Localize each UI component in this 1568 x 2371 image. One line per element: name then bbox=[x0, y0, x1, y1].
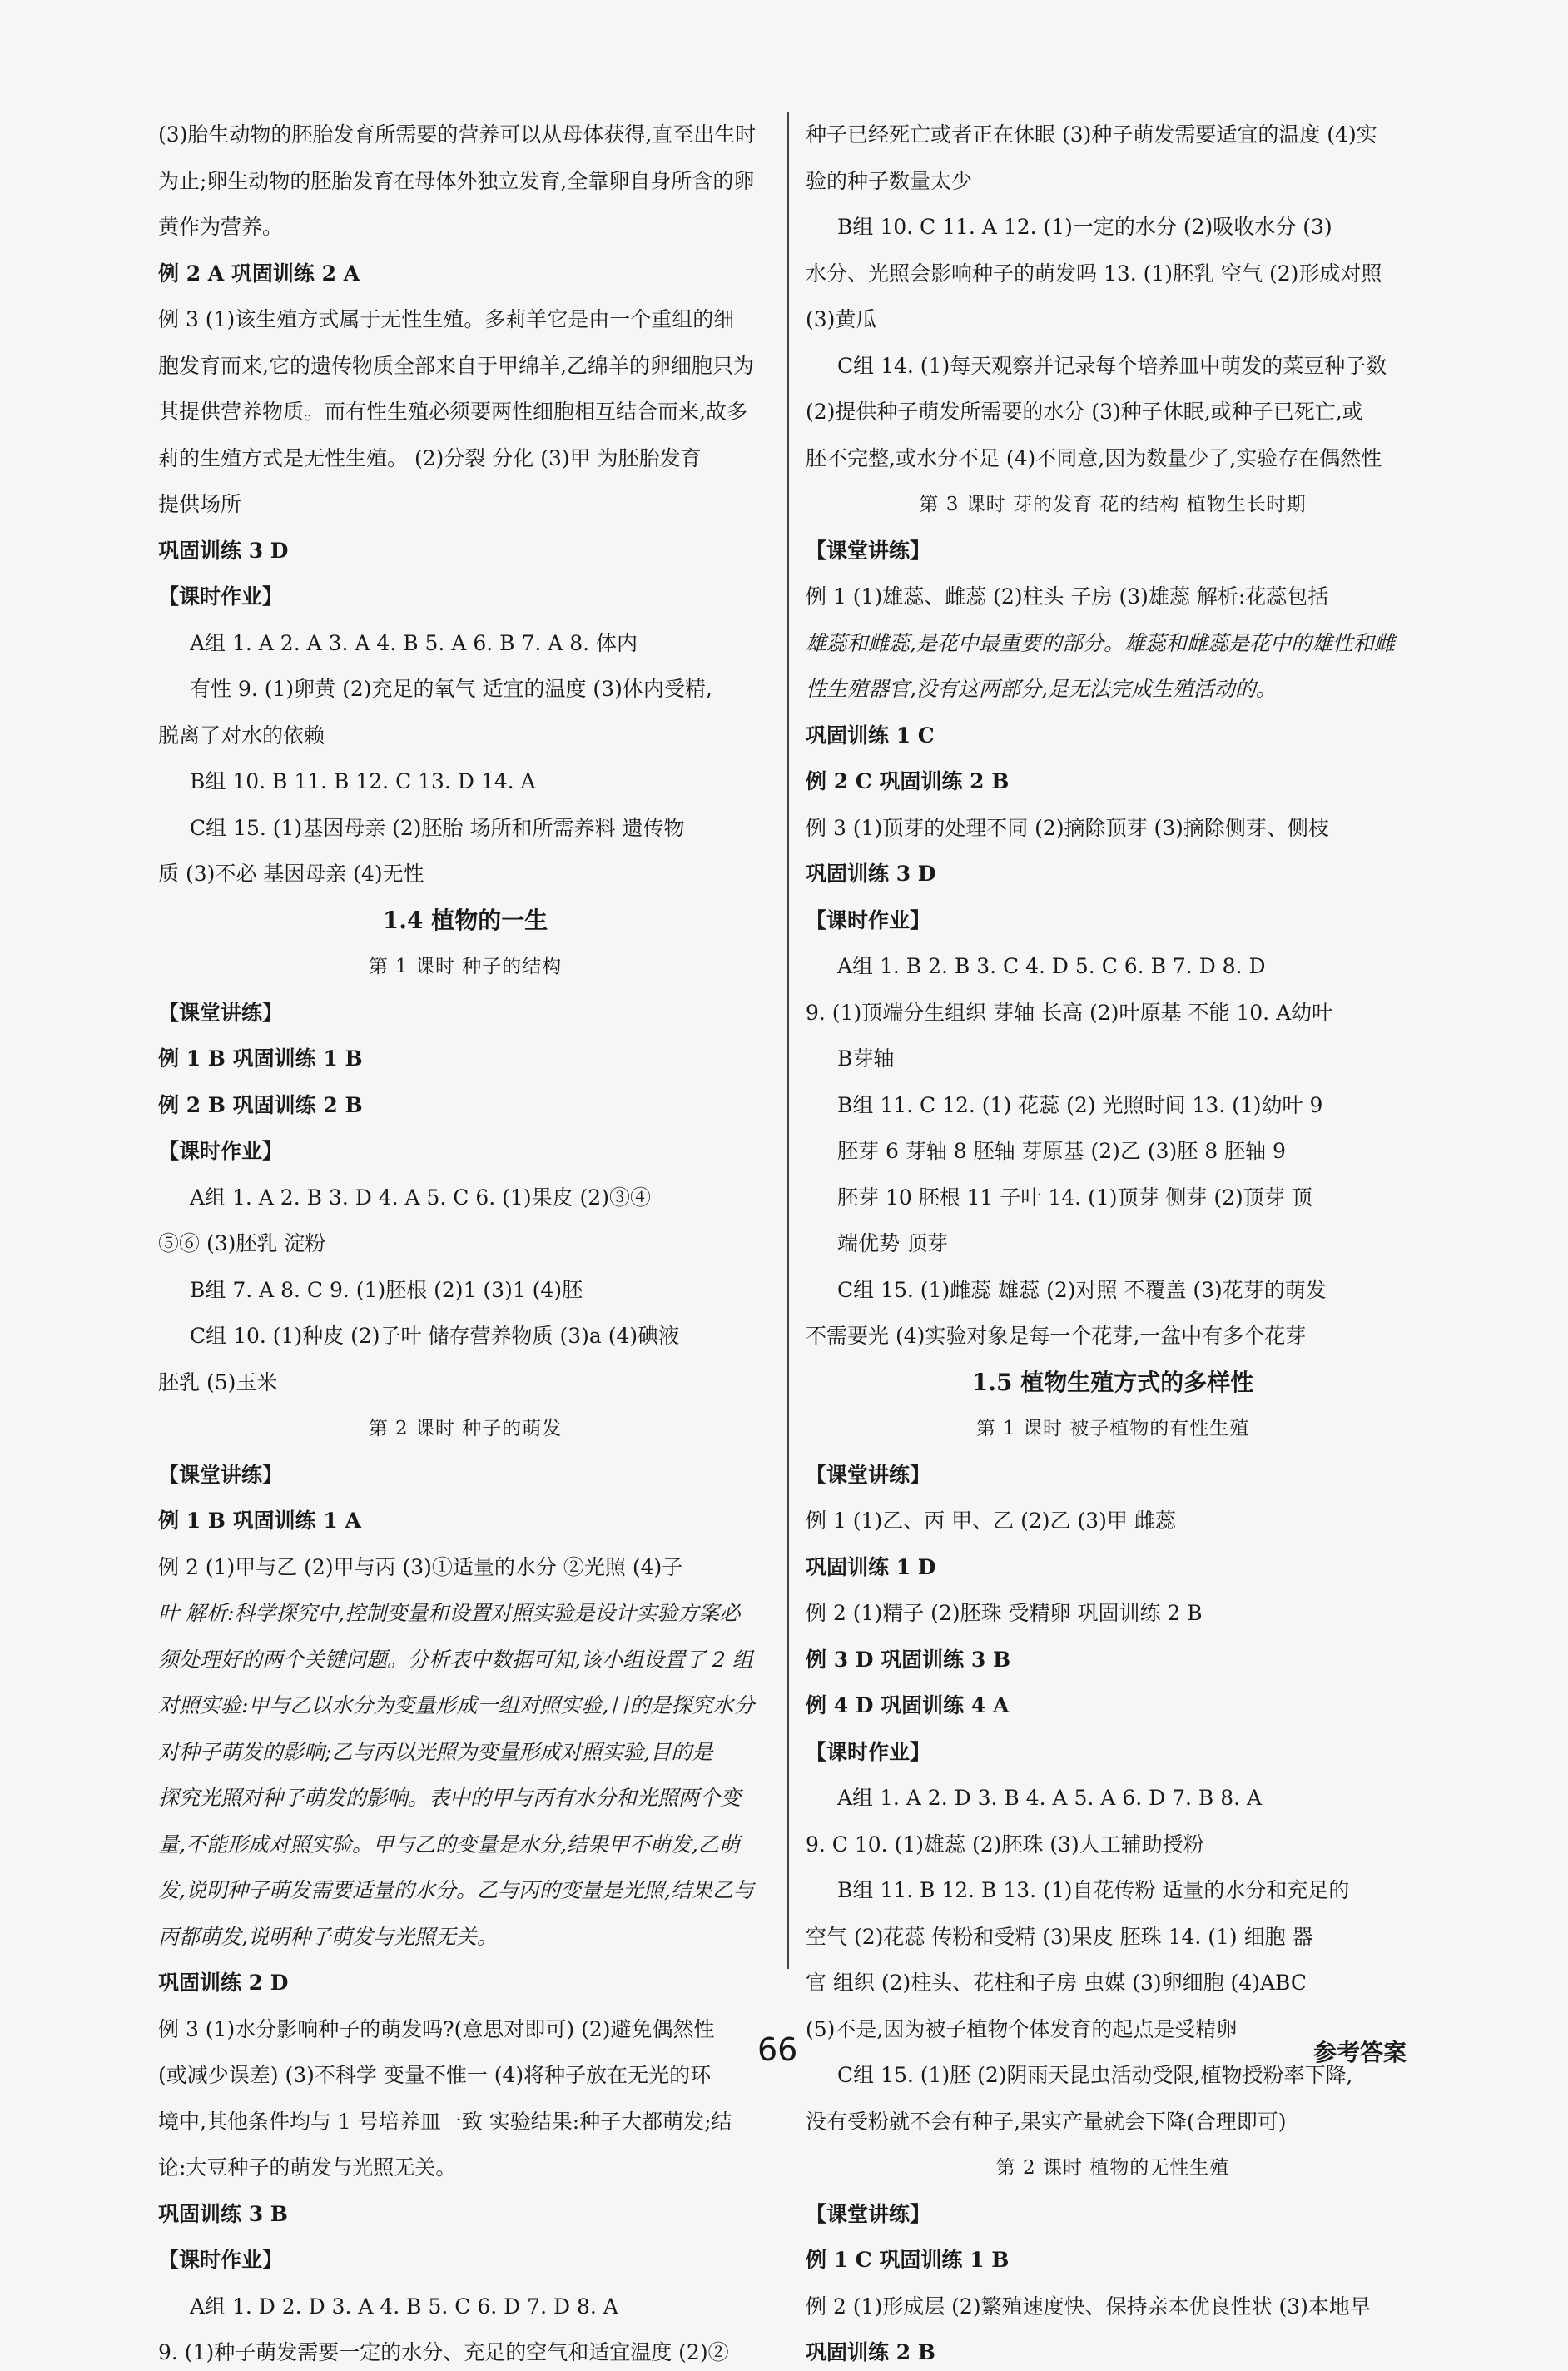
answer-line: B芽轴 bbox=[837, 1046, 895, 1071]
answer-line: 叶 解析:科学探究中,控制变量和设置对照实验是设计实验方案必 bbox=[158, 1601, 741, 1625]
answer-line: B组 10. B 11. B 12. C 13. D 14. A bbox=[190, 769, 536, 793]
answer-line: 例 2 B 巩固训练 2 B bbox=[158, 1092, 363, 1117]
answer-line: 9. (1)顶端分生组织 芽轴 长高 (2)叶原基 不能 10. A幼叶 bbox=[806, 1000, 1333, 1025]
answer-line: 巩固训练 1 C bbox=[806, 723, 935, 748]
answer-line: (3)胎生动物的胚胎发育所需要的营养可以从母体获得,直至出生时 bbox=[158, 122, 757, 147]
answer-line: 【课时作业】 bbox=[806, 907, 931, 932]
answer-line: 巩固训练 3 B bbox=[158, 2201, 288, 2226]
answer-line: 例 2 A 巩固训练 2 A bbox=[158, 261, 360, 286]
answer-line: 须处理好的两个关键问题。分析表中数据可知,该小组设置了 2 组 bbox=[158, 1647, 753, 1672]
answer-line: 脱离了对水的依赖 bbox=[158, 723, 325, 748]
answer-line: 有性 9. (1)卵黄 (2)充足的氧气 适宜的温度 (3)体内受精, bbox=[190, 677, 712, 701]
column-divider bbox=[787, 112, 789, 1969]
answer-line: 种子已经死亡或者正在休眠 (3)种子萌发需要适宜的温度 (4)实 bbox=[806, 122, 1377, 147]
answer-line: C组 14. (1)每天观察并记录每个培养皿中萌发的菜豆种子数 bbox=[837, 353, 1387, 378]
answer-line: (5)不是,因为被子植物个体发育的起点是受精卵 bbox=[806, 2016, 1238, 2041]
answer-line: 例 1 B 巩固训练 1 A bbox=[158, 1509, 361, 1533]
answer-line: 例 2 (1)形成层 (2)繁殖速度快、保持亲本优良性状 (3)本地早 bbox=[806, 2294, 1371, 2319]
answer-line: 例 1 C 巩固训练 1 B bbox=[806, 2248, 1010, 2272]
answer-line: 【课时作业】 bbox=[158, 1139, 284, 1163]
answer-line: B组 11. B 12. B 13. (1)自花传粉 适量的水分和充足的 bbox=[837, 1878, 1350, 1902]
answer-line: A组 1. D 2. D 3. A 4. B 5. C 6. D 7. D 8. A bbox=[190, 2294, 618, 2319]
answer-line: 胚芽 6 芽轴 8 胚轴 芽原基 (2)乙 (3)胚 8 胚轴 9 bbox=[837, 1139, 1286, 1163]
answer-line: 验的种子数量太少 bbox=[806, 168, 973, 193]
answer-line: C组 15. (1)基因母亲 (2)胚胎 场所和所需养料 遗传物 bbox=[190, 815, 685, 840]
section-title: 1.5 植物生殖方式的多样性 bbox=[971, 1368, 1254, 1396]
answer-line: 其提供营养物质。而有性生殖必须要两性细胞相互结合而来,故多 bbox=[158, 400, 747, 424]
answer-line: ⑤⑥ (3)胚乳 淀粉 bbox=[158, 1231, 326, 1255]
answer-line: 丙都萌发,说明种子萌发与光照无关。 bbox=[158, 1924, 498, 1949]
answer-line: 胚不完整,或水分不足 (4)不同意,因为数量少了,实验存在偶然性 bbox=[806, 445, 1382, 470]
answer-line: 例 2 (1)甲与乙 (2)甲与丙 (3)①适量的水分 ②光照 (4)子 bbox=[158, 1554, 683, 1579]
answer-line: 对照实验:甲与乙以水分为变量形成一组对照实验,目的是探究水分 bbox=[158, 1693, 755, 1717]
answer-line: C组 15. (1)胚 (2)阴雨天昆虫活动受限,植物授粉率下降, bbox=[837, 2063, 1353, 2087]
answer-line: C组 15. (1)雌蕊 雄蕊 (2)对照 不覆盖 (3)花芽的萌发 bbox=[837, 1277, 1327, 1302]
answer-line: 性生殖器官,没有这两部分,是无法完成生殖活动的。 bbox=[806, 677, 1277, 701]
answer-line: 9. (1)种子萌发需要一定的水分、充足的空气和适宜温度 (2)② bbox=[158, 2340, 729, 2364]
lesson-subtitle: 第 3 课时 芽的发育 花的结构 植物生长时期 bbox=[919, 494, 1307, 515]
answer-line: 端优势 顶芽 bbox=[837, 1231, 948, 1255]
answer-line: 境中,其他条件均与 1 号培养皿一致 实验结果:种子大都萌发;结 bbox=[158, 2109, 732, 2134]
answer-line: 对种子萌发的影响;乙与丙以光照为变量形成对照实验,目的是 bbox=[158, 1739, 713, 1764]
answer-line: B组 11. C 12. (1) 花蕊 (2) 光照时间 13. (1)幼叶 9 bbox=[837, 1092, 1323, 1117]
answer-line: 例 3 (1)水分影响种子的萌发吗?(意思对即可) (2)避免偶然性 bbox=[158, 2016, 715, 2041]
answer-line: 提供场所 bbox=[158, 492, 242, 516]
answer-line: A组 1. B 2. B 3. C 4. D 5. C 6. B 7. D 8. D bbox=[837, 954, 1266, 978]
answer-line: 【课堂讲练】 bbox=[806, 1462, 931, 1487]
answer-line: 巩固训练 2 B bbox=[806, 2340, 935, 2364]
answer-line: 例 1 B 巩固训练 1 B bbox=[158, 1046, 363, 1071]
answer-line: 例 1 (1)雄蕊、雌蕊 (2)柱头 子房 (3)雄蕊 解析:花蕊包括 bbox=[806, 584, 1329, 609]
answer-line: (2)提供种子萌发所需要的水分 (3)种子休眠,或种子已死亡,或 bbox=[806, 400, 1363, 424]
answer-line: 【课堂讲练】 bbox=[158, 1000, 284, 1025]
answer-line: B组 10. C 11. A 12. (1)一定的水分 (2)吸收水分 (3) bbox=[837, 215, 1332, 239]
answer-line: 例 4 D 巩固训练 4 A bbox=[806, 1693, 1010, 1717]
answer-line: 巩固训练 1 D bbox=[806, 1554, 936, 1579]
answer-line: 例 1 (1)乙、丙 甲、乙 (2)乙 (3)甲 雌蕊 bbox=[806, 1509, 1176, 1533]
answer-line: 例 3 D 巩固训练 3 B bbox=[806, 1647, 1011, 1672]
answer-line: 【课时作业】 bbox=[158, 2248, 284, 2272]
answer-line: 【课堂讲练】 bbox=[158, 1462, 284, 1487]
answer-line: 【课时作业】 bbox=[158, 584, 284, 609]
lesson-subtitle: 第 2 课时 植物的无性生殖 bbox=[995, 2157, 1230, 2179]
answer-line: 不需要光 (4)实验对象是每一个花芽,一盆中有多个花芽 bbox=[806, 1324, 1307, 1348]
lesson-subtitle: 第 1 课时 种子的结构 bbox=[368, 956, 563, 977]
answer-line: 胚芽 10 胚根 11 子叶 14. (1)顶芽 侧芽 (2)顶芽 顶 bbox=[837, 1185, 1312, 1210]
answer-line: 例 2 (1)精子 (2)胚珠 受精卵 巩固训练 2 B bbox=[806, 1601, 1203, 1625]
answer-line: 巩固训练 2 D bbox=[158, 1971, 289, 1995]
answer-line: 【课堂讲练】 bbox=[806, 2201, 931, 2226]
answer-line: 巩固训练 3 D bbox=[158, 538, 289, 563]
answer-line: 量,不能形成对照实验。甲与乙的变量是水分,结果甲不萌发,乙萌 bbox=[158, 1832, 740, 1857]
page-number: 66 bbox=[757, 2031, 798, 2068]
answer-line: (3)黄瓜 bbox=[806, 307, 877, 331]
answer-line: 雄蕊和雌蕊,是花中最重要的部分。雄蕊和雌蕊是花中的雄性和雌 bbox=[806, 630, 1395, 655]
answer-line: 【课时作业】 bbox=[806, 1739, 931, 1764]
answer-line: B组 7. A 8. C 9. (1)胚根 (2)1 (3)1 (4)胚 bbox=[190, 1277, 583, 1302]
answer-line: A组 1. A 2. D 3. B 4. A 5. A 6. D 7. B 8. A bbox=[837, 1786, 1263, 1810]
answer-line: 没有受粉就不会有种子,果实产量就会下降(合理即可) bbox=[806, 2109, 1287, 2134]
answer-line: 探究光照对种子萌发的影响。表中的甲与丙有水分和光照两个变 bbox=[158, 1786, 742, 1810]
answer-line: 质 (3)不必 基因母亲 (4)无性 bbox=[158, 862, 424, 886]
answer-line: 胞发育而来,它的遗传物质全部来自于甲绵羊,乙绵羊的卵细胞只为 bbox=[158, 353, 754, 378]
answer-line: 莉的生殖方式是无性生殖。 (2)分裂 分化 (3)甲 为胚胎发育 bbox=[158, 445, 702, 470]
answer-line: 黄作为营养。 bbox=[158, 215, 284, 239]
answer-line: 官 组织 (2)柱头、花柱和子房 虫媒 (3)卵细胞 (4)ABC bbox=[806, 1971, 1307, 1995]
answer-line: (或减少误差) (3)不科学 变量不惟一 (4)将种子放在无光的环 bbox=[158, 2063, 712, 2087]
answer-line: 例 3 (1)顶芽的处理不同 (2)摘除顶芽 (3)摘除侧芽、侧枝 bbox=[806, 815, 1329, 840]
answer-line: 胚乳 (5)玉米 bbox=[158, 1369, 278, 1394]
footer-label: 参考答案 bbox=[1313, 2039, 1407, 2066]
answer-line: 9. C 10. (1)雄蕊 (2)胚珠 (3)人工辅助授粉 bbox=[806, 1832, 1204, 1857]
answer-line: 巩固训练 3 D bbox=[806, 862, 936, 886]
answer-line: 【课堂讲练】 bbox=[806, 538, 931, 563]
answer-line: 为止;卵生动物的胚胎发育在母体外独立发育,全靠卵自身所含的卵 bbox=[158, 168, 755, 193]
answer-line: 水分、光照会影响种子的萌发吗 13. (1)胚乳 空气 (2)形成对照 bbox=[806, 261, 1382, 286]
section-title: 1.4 植物的一生 bbox=[382, 906, 548, 934]
answer-line: 例 3 (1)该生殖方式属于无性生殖。多莉羊它是由一个重组的细 bbox=[158, 307, 735, 331]
answer-line: 发,说明种子萌发需要适量的水分。乙与丙的变量是光照,结果乙与 bbox=[158, 1878, 754, 1902]
answer-line: A组 1. A 2. A 3. A 4. B 5. A 6. B 7. A 8. 体内 bbox=[190, 630, 638, 655]
answer-line: 例 2 C 巩固训练 2 B bbox=[806, 769, 1010, 793]
answer-line: 空气 (2)花蕊 传粉和受精 (3)果皮 胚珠 14. (1) 细胞 器 bbox=[806, 1924, 1313, 1949]
lesson-subtitle: 第 2 课时 种子的萌发 bbox=[368, 1418, 563, 1439]
answer-line: 论:大豆种子的萌发与光照无关。 bbox=[158, 2155, 457, 2180]
lesson-subtitle: 第 1 课时 被子植物的有性生殖 bbox=[975, 1418, 1250, 1439]
answer-line: A组 1. A 2. B 3. D 4. A 5. C 6. (1)果皮 (2)③④ bbox=[190, 1185, 651, 1210]
answer-line: C组 10. (1)种皮 (2)子叶 储存营养物质 (3)a (4)碘液 bbox=[190, 1324, 680, 1348]
